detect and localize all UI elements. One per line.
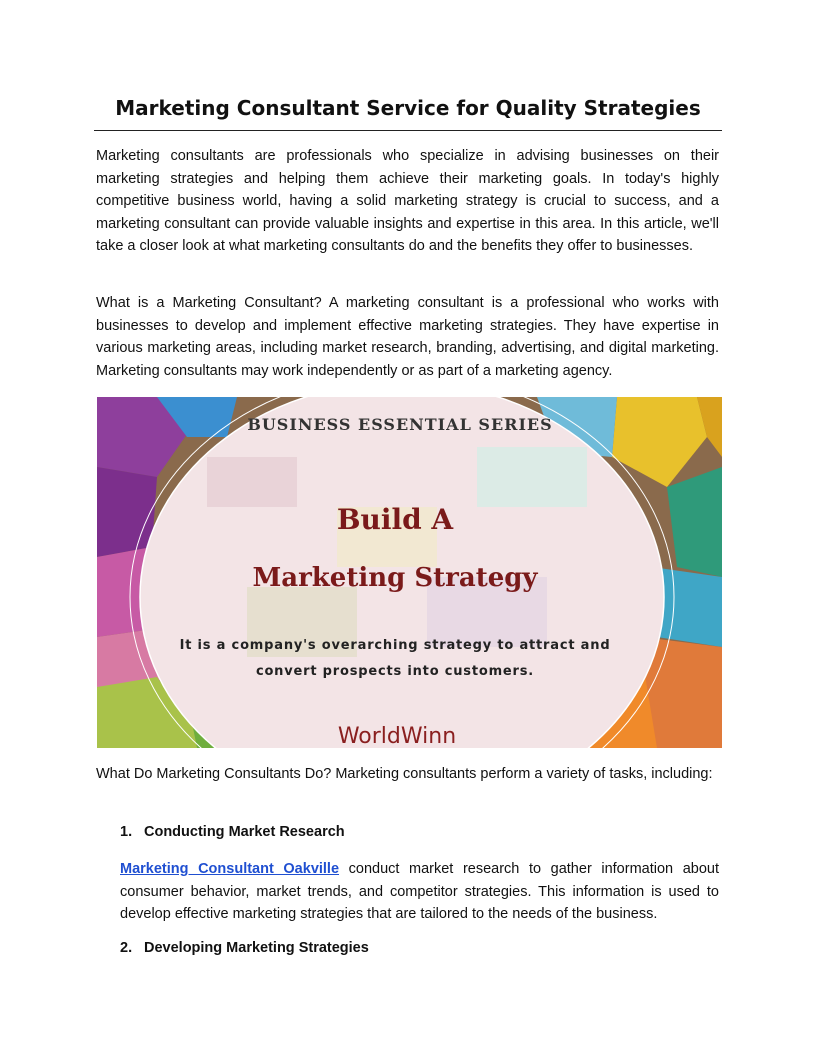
list-item-body-text: conduct market research to gather information about consumer behavior, market trends, and competitor strategies. This information is used to develop effective marketing strategies that are tailored to the needs of the business. (120, 861, 719, 923)
hero-tagline-line1: It is a company's overarching strategy to attract and (179, 638, 611, 653)
hero-image (97, 397, 722, 748)
hero-headline-line1: Build A (336, 503, 454, 536)
list-number: 1. (120, 824, 133, 840)
list-item-heading (120, 824, 345, 840)
list-number: 2. (120, 940, 133, 956)
title-divider (94, 130, 722, 131)
oakville-consultant-link[interactable]: Marketing Consultant Oakville (120, 861, 340, 877)
hero-tagline-line2: convert prospects into customers. (255, 664, 535, 679)
list-heading-text: Conducting Market Research (144, 824, 345, 840)
hero-headline-line2: Marketing Strategy (252, 563, 538, 593)
page-title: Marketing Consultant Service for Quality Strategies (115, 96, 701, 120)
brand-logo: WorldWinn (337, 724, 457, 748)
list-item-heading (120, 940, 369, 956)
intro-paragraph: Marketing consultants are professionals who specialize in advising businesses on their marketing strategies and helping them achieve their marketing goals. In today's highly competitive business world, having a solid marketing strategy is crucial to success, and a marketing consultant can provide valuable insights and expertise in this area. In this article, we'll take a closer look at what marketing consultants do and the benefits they offer to businesses. (96, 148, 719, 255)
definition-paragraph: What is a Marketing Consultant? A marketing consultant is a professional who works with businesses to develop and implement effective marketing strategies. They have expertise in various marketing areas, including market research, branding, advertising, and digital marketing. Marketing consultants may work independently or as part of a marketing agency. (96, 295, 719, 379)
list-heading-text: Developing Marketing Strategies (144, 940, 369, 956)
list-item-body (120, 858, 719, 926)
tasks-intro-paragraph: What Do Marketing Consultants Do? Marketing consultants perform a variety of tasks, including: (96, 766, 713, 782)
series-label: BUSINESS ESSENTIAL SERIES (247, 415, 553, 434)
